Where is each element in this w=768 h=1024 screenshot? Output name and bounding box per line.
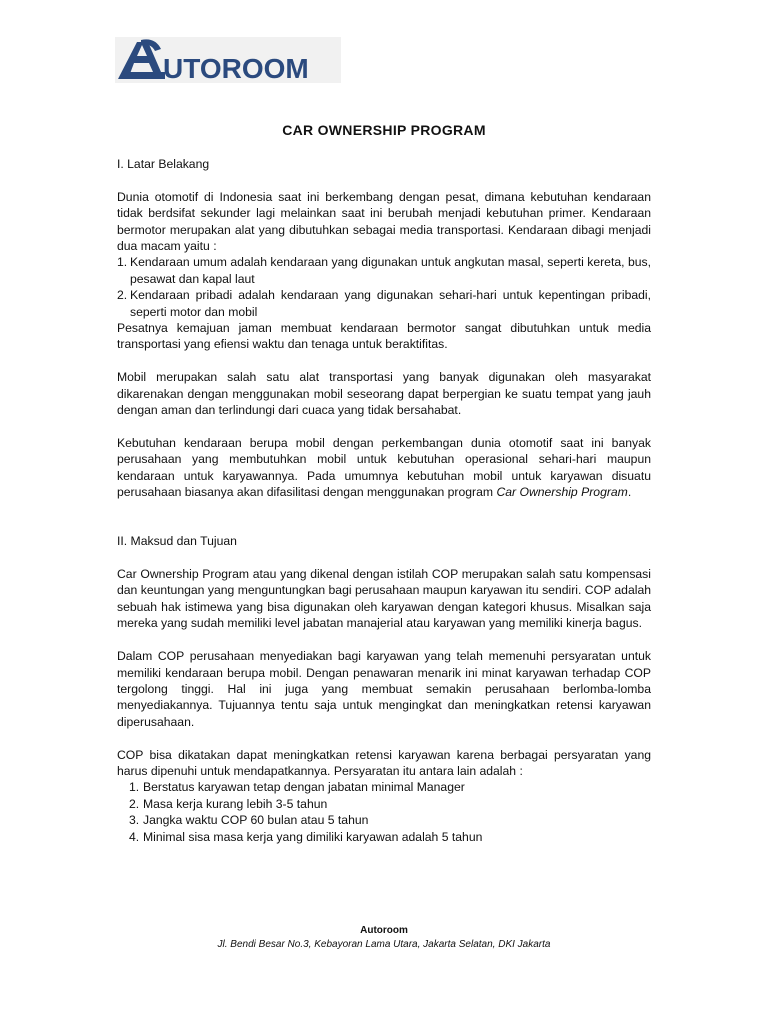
- document-body: [117, 156, 651, 845]
- paragraph: Pesatnya kemajuan jaman membuat kendaraan bermotor sangat dibutuhkan untuk media transportasi yang efiensi waktu dan tenaga untuk beraktifitas.: [117, 321, 651, 352]
- paragraph: Kebutuhan kendaraan berupa mobil dengan perkembangan dunia otomotif saat ini banyak perusahaan yang membutuhkan mobil untuk kebutuhan operasional sehari-hari maupun kendaraan untuk karyawannya. Pada umumnya kebutuhan mobil untuk karyawan disuatu perusahaan biasanya akan difasilitasi dengan menggunakan program Car Ownership Program.: [117, 435, 651, 500]
- footer-company: Autoroom: [360, 925, 408, 936]
- program-name: Car Ownership Program: [496, 485, 628, 500]
- autoroom-logo: [115, 37, 341, 83]
- list-item: 3. Jangka waktu COP 60 bulan atau 5 tahun: [129, 813, 369, 828]
- logo-wordmark: UTOROOM: [163, 53, 309, 83]
- autoroom-logo-graphic: [115, 37, 341, 83]
- page-title: CAR OWNERSHIP PROGRAM: [282, 122, 486, 138]
- paragraph: Dunia otomotif di Indonesia saat ini berkembang dengan pesat, dimana kebutuhan kendaraan tidak berdsifat sekunder lagi melainkan saat ini berubah menjadi kebutuhan primer. Kendaraan bermotor merupakan alat yang dibutuhkan sebagai media transportasi. Kendaraan dibagi menjadi dua macam yaitu :: [117, 189, 651, 254]
- section-heading-latar-belakang: I. Latar Belakang: [117, 157, 210, 171]
- footer-address: Jl. Bendi Besar No.3, Kebayoran Lama Utara, Jakarta Selatan, DKI Jakarta: [217, 939, 551, 950]
- paragraph: Mobil merupakan salah satu alat transportasi yang banyak digunakan oleh masyarakat dikarenakan dengan menggunakan mobil seseorang dapat berpergian ke suatu tempat yang jauh dengan aman dan terlindungi dari cuaca yang tidak bersahabat.: [117, 370, 651, 418]
- paragraph: Car Ownership Program atau yang dikenal dengan istilah COP merupakan salah satu kompensasi dan keuntungan yang menguntungkan bagi perusahaan maupun karyawan itu sendiri. COP adalah sebuah hak istimewa yang bisa digunakan oleh karyawan dengan kategori khusus. Misalkan saja mereka yang sudah memiliki level jabatan manajerial atau karyawan yang memiliki kinerja bagus.: [117, 567, 651, 631]
- requirements-list: [117, 779, 651, 845]
- list-item: 4. Minimal sisa masa kerja yang dimiliki karyawan adalah 5 tahun: [129, 829, 483, 844]
- vehicle-type-list: [117, 254, 651, 320]
- paragraph: COP bisa dikatakan dapat meningkatkan retensi karyawan karena berbagai persyaratan yang harus dipenuhi untuk mendapatkannya. Persyaratan itu antara lain adalah :: [117, 747, 651, 778]
- list-item: 1. Berstatus karyawan tetap dengan jabatan minimal Manager: [129, 780, 465, 795]
- list-item: 1. Kendaraan umum adalah kendaraan yang digunakan untuk angkutan masal, seperti kereta, bus, pesawat dan kapal laut: [117, 255, 651, 286]
- page-footer: [0, 924, 768, 952]
- section-heading-maksud-tujuan: II. Maksud dan Tujuan: [117, 534, 237, 549]
- paragraph: Dalam COP perusahaan menyediakan bagi karyawan yang telah memenuhi persyaratan untuk memiliki kendaraan berupa mobil. Dengan penawaran menarik ini minat karyawan terhadap COP tergolong tinggi. Hal ini juga yang membuat semakin perusahaan berlomba-lomba menyediakannya. Tujuannya tentu saja untuk mengingkat dan meningkatkan retensi karyawan diperusahaan.: [117, 649, 651, 729]
- list-item: 2. Masa kerja kurang lebih 3-5 tahun: [129, 796, 328, 811]
- list-item: 2. Kendaraan pribadi adalah kendaraan yang digunakan sehari-hari untuk kepentingan pribadi, seperti motor dan mobil: [117, 288, 651, 319]
